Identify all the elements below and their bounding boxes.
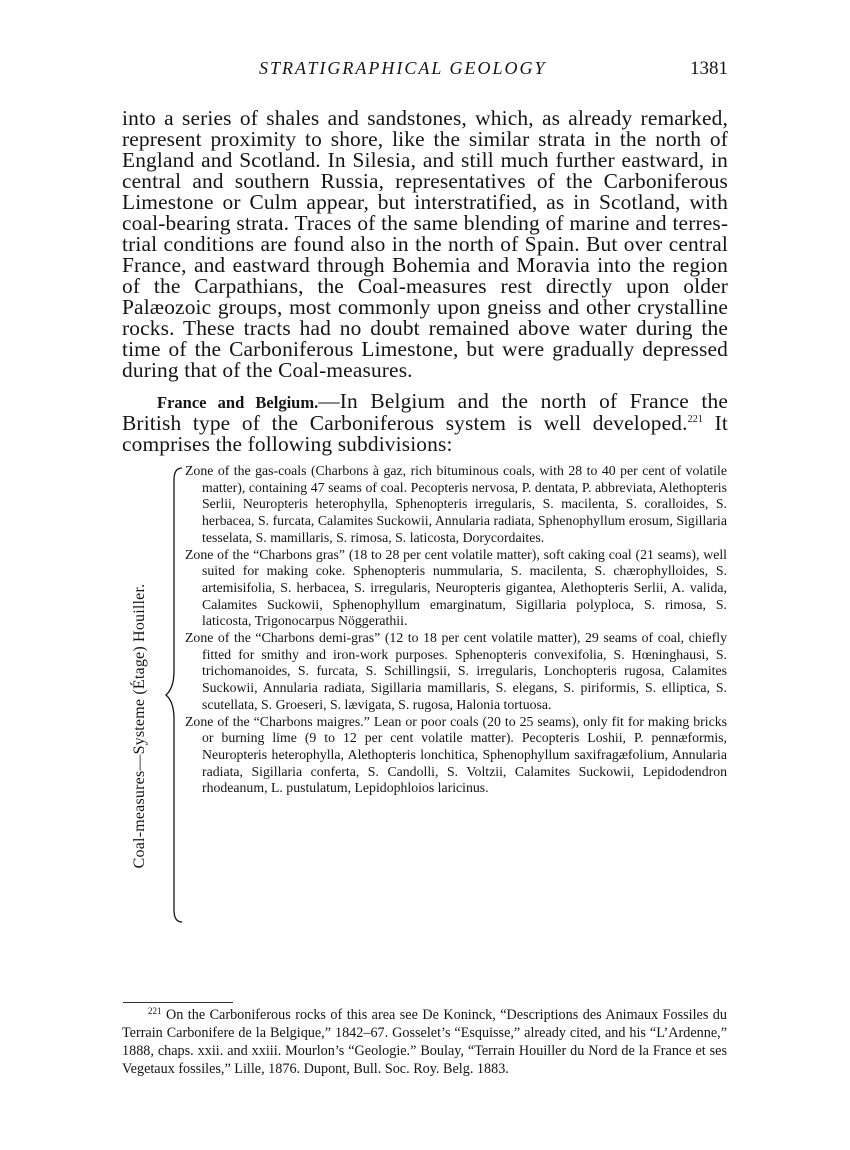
page-header (122, 58, 728, 84)
side-label: Coal-measures—Systeme (Étage) Houiller. (131, 583, 148, 869)
zone-charbons-gras: Zone of the “Charbons gras” (18 to 28 per cent volatile matter), soft caking coal (21 seams), well suited for making coke. Sphenopteris nummularia, S. macilenta, S. chærophylloides, S. artemisifolia, S. herbacea, S. irregularis, Neuropteris gigantea, Alethopteris Serlii, A. valida, Calamites Suckowii, Sphenophyllum emarginatum, Sigillaria polyploca, S. rimosa, S. laticosta, Trigonocarpus Nöggerathii. (185, 546, 727, 629)
subdivision-table (122, 463, 728, 928)
footnote (122, 1006, 727, 1078)
footnote-number: 221 (148, 1006, 162, 1016)
running-title: STRATIGRAPHICAL GEOLOGY (259, 58, 547, 78)
zone-charbons-maigres: Zone of the “Charbons maigres.” Lean or poor coals (20 to 25 seams), only fit for making bricks or burning lime (9 to 12 per cent volatile matter). Pecopteris Loshii, P. pennæformis, Neuropteris heterophylla, Alethopteris lonchitica, Sphenophyllum saxifragæfolium, Annularia radiata, Sigillaria conferta, S. Candolli, S. Voltzii, Calamites Suckowii, Lepidodendron rhodeanum, L. pustulatum, Lepidophloios laricinus. (185, 713, 727, 796)
zone-charbons-demi-gras: Zone of the “Charbons demi-gras” (12 to 18 per cent volatile matter), 29 seams of coal, chiefly fitted for smithy and iron-work purposes. Sphenopteris convexifolia, S. Hœninghausi, S. trichomanoides, S. furcata, S. Schillingsii, S. irregularis, Lonchopteris rugosa, Calamites Suckowii, Annularia radiata, Sigillaria mamillaris, S. elegans, S. piriformis, S. elliptica, S. scutellata, S. Groeseri, S. lævigata, S. rugosa, Halonia tortuosa. (185, 630, 727, 712)
paragraph-2-text: —In Belgium and the north of France the British type of the Carboniferous system is well developed. (122, 389, 728, 435)
paragraph-2-text-end: It comprises the following subdivisions: (122, 411, 728, 456)
footnote-reference[interactable]: 221 (687, 414, 704, 425)
page (122, 58, 728, 928)
zone-list (185, 463, 727, 797)
footnote-divider (123, 1002, 233, 1003)
paragraph-2 (122, 391, 728, 455)
footnote-text: On the Carboniferous rocks of this area see De Koninck, “Descriptions des Animaux Fossiles du Terrain Carbonifere de la Belgique,” 1842–67. Gosselet’s “Esquisse,” already cited, and his “L’Ardenne,” 1888, chaps. xxii. and xxiii. Mourlon’s “Geologie.” Boulay, “Terrain Houiller du Nord de la France et ses Vegetaux fossiles,” Lille, 1876. Dupont, Bull. Soc. Roy. Belg. 1883. (122, 1007, 727, 1077)
page-number: 1381 (690, 58, 728, 79)
brace-icon (164, 466, 186, 924)
zone-gas-coals: Zone of the gas-coals (Charbons à gaz, rich bituminous coals, with 28 to 40 per cent of volatile matter), containing 47 seams of coal. Pecopteris nervosa, P. dentata, P. abbreviata, Alethopteris Serlii, Neuropteris heterophylla, Sphenopteris irregularis, S. macilenta, S. coralloides, S. herbacea, S. furcata, Calamites Suckowii, Annularia radiata, Sphenophyllum erosum, Sigillaria tesselata, S. mamillaris, S. rimosa, S. laticosta, Dorycordaites. (185, 463, 727, 545)
body-text (122, 108, 728, 455)
section-heading: France and Belgium. (157, 393, 319, 412)
paragraph-1: into a series of shales and sandstones, which, as already remarked, represent proximity to shore, like the similar strata in the north of England and Scotland. In Silesia, and still much further eastward, in central and southern Russia, representatives of the Carboniferous Limestone or Culm appear, but interstratified, as in Scotland, with coal-bearing strata. Traces of the same blending of marine and terrestrial conditions are found also in the north of Spain. But over central France, and eastward through Bohemia and Moravia into the region of the Carpathians, the Coal-measures rest directly upon older Palæozoic groups, most commonly upon gneiss and other crystalline rocks. These tracts had no doubt remained above water during the time of the Carboniferous Limestone, but were gradually depressed during that of the Coal-measures. (122, 106, 728, 382)
